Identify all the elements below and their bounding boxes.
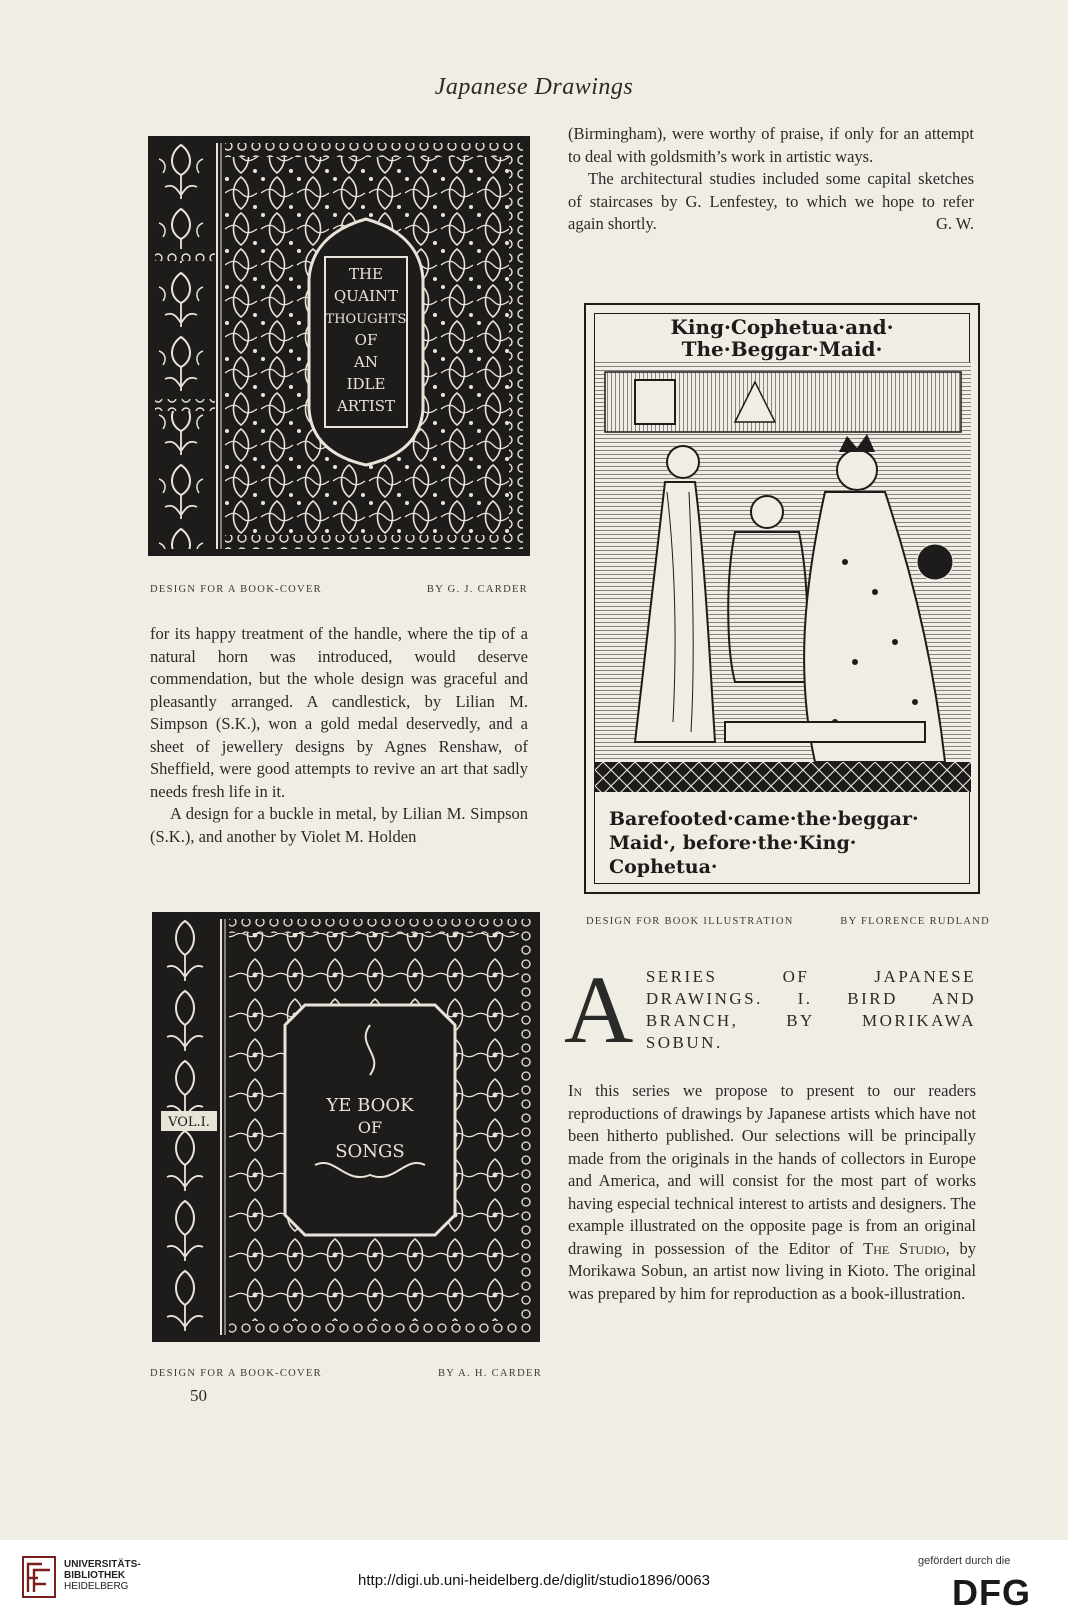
spine-label: VOL.I. bbox=[168, 1115, 210, 1130]
series-heading bbox=[564, 956, 976, 1063]
drop-cap: A bbox=[564, 956, 636, 1063]
funding-note: gefördert durch die bbox=[918, 1555, 1011, 1567]
paragraph bbox=[568, 168, 974, 236]
paragraph: A design for a buckle in metal, by Lilian M. Simpson (S.K.), and another by Violet M. Holden bbox=[150, 804, 528, 846]
library-name-line: UNIVERSITÄTS- bbox=[64, 1559, 141, 1570]
page-number: 50 bbox=[190, 1386, 207, 1405]
author-signature: G. W. bbox=[935, 214, 974, 233]
caption-credit: BY A. H. CARDER bbox=[438, 1368, 542, 1379]
paragraph bbox=[568, 1080, 976, 1305]
source-url-link[interactable]: http://digi.ub.uni-heidelberg.de/diglit/studio1896/0063 bbox=[358, 1572, 710, 1589]
lead-word: In bbox=[568, 1081, 583, 1100]
dfg-logo: DFG bbox=[952, 1572, 1031, 1613]
caption-title: DESIGN FOR BOOK ILLUSTRATION bbox=[586, 916, 794, 927]
cover2-title-line: OF bbox=[357, 1118, 383, 1137]
book-cover-artwork bbox=[151, 139, 527, 553]
illustration-title-line: The·Beggar·Maid· bbox=[681, 337, 883, 361]
paragraph-text: this series we propose to present to our readers reproductions of drawings by Japanese artists which have not been hitherto published. Our selections will be principally made from the originals in the hands of collectors in Europe and America, and will consist for the most part of works having especial technical interest to artists and designers. The example illustrated on the opposite page is from an original drawing in possession of the Editor of bbox=[568, 1081, 976, 1258]
cover1-title-line: QUAINT bbox=[333, 287, 399, 305]
book-cover-image-carder-ah bbox=[152, 912, 540, 1342]
cover1-title-line: AN bbox=[354, 353, 378, 371]
paragraph: (Birmingham), were worthy of praise, if only for an attempt to deal with goldsmith’s work in artistic ways. bbox=[568, 124, 974, 166]
illustration-caption-line: Barefooted·came·the·beggar· bbox=[609, 808, 919, 830]
book-cover-image-carder-gj bbox=[148, 136, 530, 556]
caption-credit: BY G. J. CARDER bbox=[426, 584, 528, 595]
caption-book-cover-1 bbox=[150, 584, 528, 595]
running-head: Japanese Drawings bbox=[434, 74, 634, 100]
caption-credit: BY FLORENCE RUDLAND bbox=[840, 916, 990, 927]
cover2-title-line: SONGS bbox=[335, 1141, 405, 1162]
caption-title: DESIGN FOR A BOOK-COVER bbox=[150, 1368, 322, 1379]
illustration-caption-line: Cophetua· bbox=[609, 856, 718, 878]
series-section bbox=[564, 956, 977, 1305]
cover1-title-line: ARTIST bbox=[336, 397, 396, 415]
right-column-top-text bbox=[568, 123, 974, 236]
caption-book-cover-2 bbox=[150, 1368, 542, 1379]
library-name-line: HEIDELBERG bbox=[64, 1581, 129, 1592]
paragraph-text: The architectural studies included some capital sketches of staircases by G. Lenfestey, to which we hope to refer again shortly. bbox=[568, 169, 974, 233]
book-illustration-king-cophetua bbox=[584, 303, 980, 894]
magazine-name: The Studio bbox=[863, 1238, 946, 1258]
caption-title: DESIGN FOR A BOOK-COVER bbox=[150, 584, 322, 595]
cover1-title-line: THOUGHTS bbox=[325, 312, 407, 327]
cover1-title-line: THE bbox=[348, 265, 384, 283]
left-column-text bbox=[150, 623, 528, 848]
illustration-caption-line: Maid·, before·the·King· bbox=[609, 832, 857, 854]
illustration-bottom-lettering bbox=[595, 807, 969, 879]
paragraph-text: , by Morikawa Sobun, an artist now living in Kioto. The original was prepared by him for reproduction as a book-illustration. bbox=[568, 1238, 977, 1303]
series-heading-text: SERIES OF JAPANESE DRAWINGS. I. BIRD AND BRANCH, BY MORIKAWA SOBUN. bbox=[645, 967, 976, 1052]
book-cover-artwork bbox=[155, 915, 537, 1339]
cover1-title-line: IDLE bbox=[346, 375, 386, 393]
paragraph: for its happy treatment of the handle, where the tip of a natural horn was introduced, would deserve commendation, but the whole design was graceful and pleasantly arranged. A candlestick, by Lilian M. Simpson (S.K.), won a gold medal deservedly, and a sheet of jewellery designs by Agnes Renshaw, of Sheffield, were good attempts to revive an art that sadly needs fresh life in it. bbox=[150, 624, 528, 801]
library-name-line: BIBLIOTHEK bbox=[64, 1570, 126, 1581]
series-body bbox=[568, 1080, 976, 1305]
illustration-title-line: King·Cophetua·and· bbox=[670, 315, 894, 339]
cover1-title-line: OF bbox=[354, 331, 378, 349]
caption-book-illustration bbox=[586, 916, 990, 927]
illustration-top-lettering bbox=[595, 314, 969, 360]
illustration-artwork bbox=[595, 362, 971, 792]
cover2-title-line: YE BOOK bbox=[326, 1095, 414, 1116]
